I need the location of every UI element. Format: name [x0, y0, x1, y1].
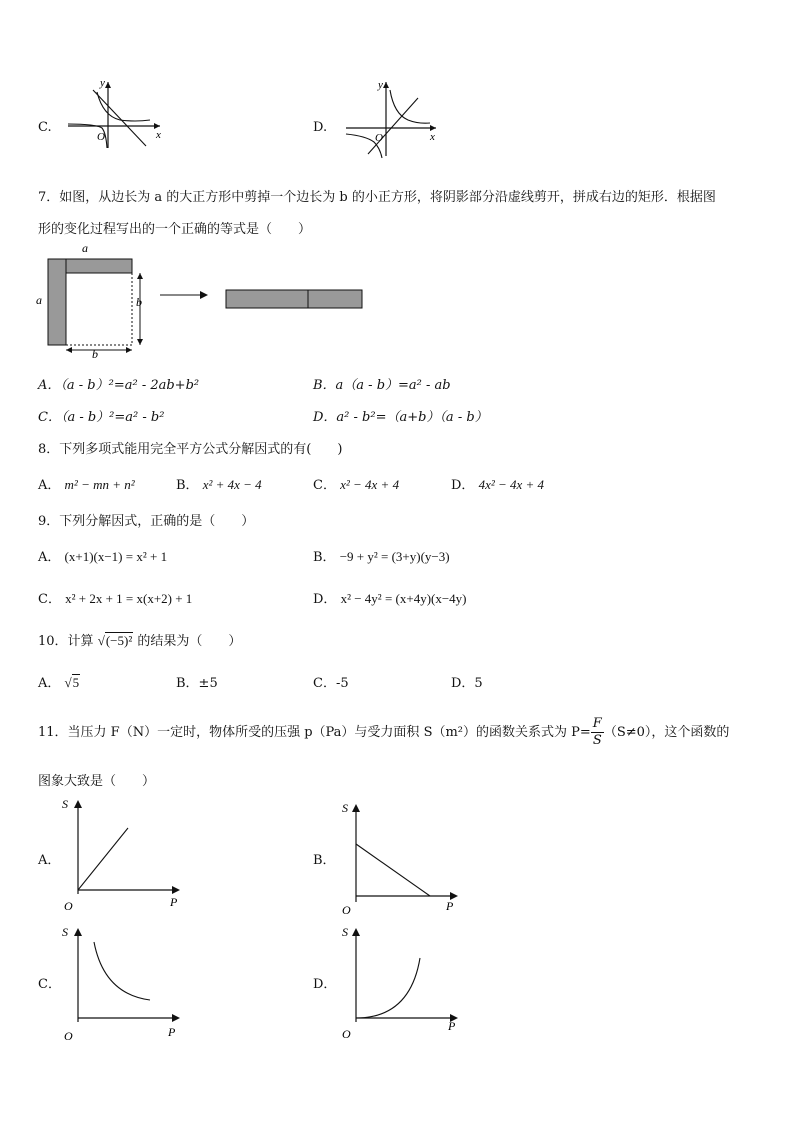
- q11-graph-c: [60, 922, 190, 1044]
- q10-option-d: D．5: [451, 676, 483, 691]
- q8-option-d-label: D．: [451, 478, 475, 493]
- q7-label-a-left: a: [36, 293, 42, 307]
- q11-a-axis-p: P: [170, 895, 178, 909]
- q9-option-a: (x+1)(x−1) = x² + 1: [64, 549, 168, 564]
- q11-graph-a: [60, 794, 190, 916]
- q11-d-axis-p: P: [448, 1019, 456, 1033]
- q7-number: 7．: [38, 190, 60, 205]
- q6-d-axis-x: x: [430, 131, 435, 143]
- q10-option-c: C．-5: [313, 676, 349, 691]
- q11-stem-pre: 11．当压力 F（N）一定时，物体所受的压强 p（Pa）与受力面积 S（m²）的函数关系式为 P=: [38, 725, 591, 740]
- q10-option-b: B．±5: [176, 676, 218, 691]
- q9-option-b: −9 + y² = (3+y)(y−3): [339, 549, 450, 564]
- q8-option-a: m² − mn + n²: [64, 477, 135, 492]
- q11-option-b-label: B．: [313, 853, 336, 868]
- q10-stem-post: 的结果为（ ）: [137, 634, 242, 649]
- q9-stem: 9．下列分解因式，正确的是（ ）: [38, 514, 255, 529]
- q6-c-axis-x: x: [156, 129, 161, 141]
- q8-option-b-label: B．: [176, 478, 199, 493]
- q10-option-a-radicand: 5: [72, 675, 80, 690]
- q8-option-b: x² + 4x − 4: [202, 477, 262, 492]
- q6-graph-d: [338, 78, 448, 160]
- q11-b-origin: O: [342, 903, 351, 917]
- q11-option-c-label: C．: [38, 977, 61, 992]
- q11-graph-d: [338, 922, 468, 1044]
- q10-option-a-label: A．: [38, 676, 61, 691]
- q11-b-axis-s: S: [342, 801, 348, 815]
- q9-option-a-label: A．: [38, 550, 61, 565]
- q8-option-a-label: A．: [38, 478, 61, 493]
- q9-option-c: x² + 2x + 1 = x(x+2) + 1: [65, 591, 193, 606]
- q6-option-c-label: C.: [38, 120, 52, 135]
- q6-option-d-label: D.: [313, 120, 328, 135]
- q6-d-origin: O: [375, 132, 383, 144]
- q11-a-axis-s: S: [62, 797, 68, 811]
- q8-option-c-label: C．: [313, 478, 336, 493]
- q7-option-c: C．（a - b）²=a² - b²: [38, 410, 165, 425]
- q6-c-origin: O: [97, 131, 105, 143]
- q7-label-b-right: b: [136, 295, 142, 309]
- q10-radicand: (−5)²: [105, 633, 133, 648]
- q11-c-axis-p: P: [168, 1025, 176, 1039]
- q10-sqrt: √(−5)²: [97, 633, 133, 648]
- q11-c-origin: O: [64, 1029, 73, 1043]
- q9-option-c-label: C．: [38, 592, 61, 607]
- q7-label-a-top: a: [82, 241, 88, 255]
- q11-stem-post: （S≠0），这个函数的: [603, 725, 730, 740]
- q6-d-axis-y: y: [378, 79, 383, 91]
- q11-graph-b: [338, 798, 468, 920]
- q8-option-c: x² − 4x + 4: [340, 477, 400, 492]
- q7-stem-line2: 形的变化过程写出的一个正确的等式是（ ）: [38, 222, 312, 237]
- q11-a-origin: O: [64, 899, 73, 913]
- q11-d-axis-s: S: [342, 925, 348, 939]
- q7-figure: [30, 240, 370, 362]
- q9-option-d-label: D．: [313, 592, 337, 607]
- q11-option-a-label: A．: [38, 853, 61, 868]
- q11-frac-den: S: [592, 733, 602, 748]
- q11-stem-line2: 图象大致是（ ）: [38, 774, 156, 789]
- q11-b-axis-p: P: [446, 899, 454, 913]
- q11-option-d-label: D．: [313, 977, 337, 992]
- q6-graph-c: [60, 78, 170, 150]
- q8-option-d: 4x² − 4x + 4: [478, 477, 545, 492]
- q7-label-b-bottom: b: [92, 347, 98, 361]
- q7-option-d: D．a² - b²=（a+b）（a - b）: [313, 410, 488, 425]
- q8-stem: 8．下列多项式能用完全平方公式分解因式的有( ): [38, 442, 343, 457]
- q10-stem-pre: 10．计算: [38, 634, 94, 649]
- q11-frac-num: F: [592, 716, 602, 731]
- q9-option-b-label: B．: [313, 550, 336, 565]
- q11-c-axis-s: S: [62, 925, 68, 939]
- q9-option-d: x² − 4y² = (x+4y)(x−4y): [340, 591, 467, 606]
- q10-option-a-sqrt: √5: [64, 675, 80, 690]
- q7-stem-line1: 如图，从边长为 a 的大正方形中剪掉一个边长为 b 的小正方形，将阴影部分沿虚线剪开，拼成右边的矩形．根据图: [59, 190, 716, 205]
- q6-c-axis-y: y: [100, 77, 105, 89]
- q7-option-b: B．a（a - b）=a² - ab: [313, 378, 451, 393]
- q11-fraction: [591, 716, 604, 749]
- q11-d-origin: O: [342, 1027, 351, 1041]
- q7-option-a: A．（a - b）²=a² - 2ab+b²: [38, 378, 200, 393]
